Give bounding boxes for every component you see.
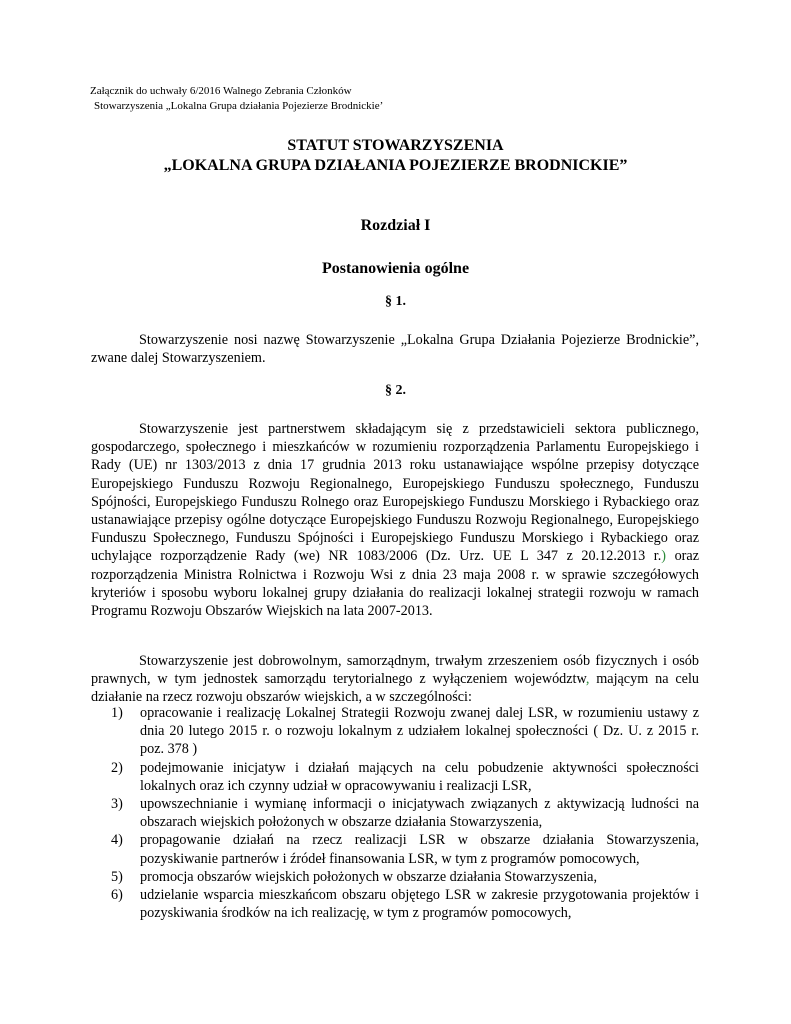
list-item-text: opracowanie i realizację Lokalnej Strategii Rozwoju zwanej dalej LSR, w rozumieniu ustawy z dnia 20 lutego 2015 r. o rozwoju lokalnym z udziałem lokalnej społeczności ( Dz. U. z 2015 r. poz. 378 ) [140, 705, 699, 758]
section-2-text-a: Stowarzyszenie jest partnerstwem składającym się z przedstawicieli sektora publicznego, gospodarczego, społecznego i mieszkańców w rozumieniu rozporządzenia Parlamentu Europejskiego i Rady (UE) nr 1303/2013 z dnia 17 grudnia 2013 roku ustanawiające wspólne przepisy dotyczące Europejskiego Funduszu Rozwoju Regionalnego, Europejskiego Funduszu społecznego, Funduszu Spójności, Europejskiego Funduszu Rolnego oraz Europejskiego Funduszu Morskiego i Rybackiego oraz ustanawiające przepisy ogólne dotyczące Europejskiego Funduszu Rozwoju Regionalnego, Europejskiego Funduszu Społecznego, Funduszu Spójności i Europejskiego Funduszu Morskiego i Rybackiego oraz uchylające rozporządzenie Rady (we) NR 1083/2006 (Dz. Urz. UE L 347 z 20.12.2013 r. [91, 421, 699, 565]
list-item-text: upowszechnianie i wymianę informacji o inicjatywach związanych z aktywizacją ludności na obszarach wiejskich położonych w obszarze działania Stowarzyszenia, [140, 796, 699, 831]
list-item [111, 886, 699, 922]
title-line-2: „LOKALNA GRUPA DZIAŁANIA POJEZIERZE BRODNICKIE” [163, 157, 628, 174]
annex-note [90, 84, 383, 114]
annex-line-1: Załącznik do uchwały 6/2016 Walnego Zebrania Członków [90, 85, 352, 97]
list-item [111, 759, 699, 795]
objectives-list [111, 704, 699, 922]
section-1-mark: § 1. [385, 294, 406, 309]
section-2-paragraph-1 [91, 420, 699, 620]
list-item [111, 868, 699, 886]
list-item-text: propagowanie działań na rzecz realizacji LSR w obszarze działania Stowarzyszenia, pozyskiwanie partnerów i źródeł finansowania LSR, w tym z programów pomocowych, [140, 832, 699, 867]
document-title [0, 136, 791, 176]
list-item-number: 5) [111, 868, 123, 885]
list-item-number: 1) [111, 705, 123, 721]
section-2-paragraph-2 [91, 652, 699, 707]
section-2-text2-a: Stowarzyszenie jest dobrowolnym, samorządnym, trwałym zrzeszeniem osób fizycznych i osób prawnych, w tym jednostek samorządu terytorialnego z wyłączeniem województw [91, 653, 699, 688]
chapter-subtitle: Postanowienia ogólne [321, 260, 470, 277]
section-2-paren: ) [661, 548, 667, 565]
list-item-number: 2) [111, 759, 123, 776]
list-item-text: promocja obszarów wiejskich położonych w obszarze działania Stowarzyszenia, [140, 868, 597, 885]
section-2-comma: , [585, 671, 590, 688]
title-line-1: STATUT STOWARZYSZENIA [287, 137, 504, 154]
section-2-text-b: oraz rozporządzenia Ministra Rolnictwa i Rozwoju Wsi z dnia 23 maja 2008 r. w sprawie szczegółowych kryteriów i sposobu wyboru lokalnej grupy działania do realizacji lokalnej strategii rozwoju w ramach Programu Rozwoju Obszarów Wiejskich na lata 2007-2013. [91, 548, 699, 620]
chapter-heading: Rozdział I [360, 217, 431, 234]
list-item-text: udzielanie wsparcia mieszkańcom obszaru objętego LSR w zakresie przygotowania projektów i pozyskiwania środków na ich realizację, w tym z programów pomocowych, [140, 887, 699, 922]
list-item-text: podejmowanie inicjatyw i działań mających na celu pobudzenie aktywności społeczności lokalnych oraz ich czynny udział w opracowywaniu i realizacji LSR, [140, 759, 699, 794]
list-item [111, 704, 699, 759]
section-2-text2-b: mającym na celu działanie na rzecz rozwoju obszarów wiejskich, a w szczególności: [91, 671, 699, 706]
list-item-number: 4) [111, 832, 123, 849]
section-2-mark: § 2. [385, 383, 406, 398]
list-item-number: 6) [111, 887, 123, 904]
list-item-number: 3) [111, 796, 123, 813]
list-item [111, 831, 699, 867]
list-item [111, 795, 699, 831]
section-1-text: Stowarzyszenie nosi nazwę Stowarzyszenie „Lokalna Grupa Działania Pojezierze Brodnickie”, zwane dalej Stowarzyszeniem. [91, 332, 699, 367]
annex-line-2: Stowarzyszenia „Lokalna Grupa działania Pojezierze Brodnickie’ [94, 100, 384, 112]
